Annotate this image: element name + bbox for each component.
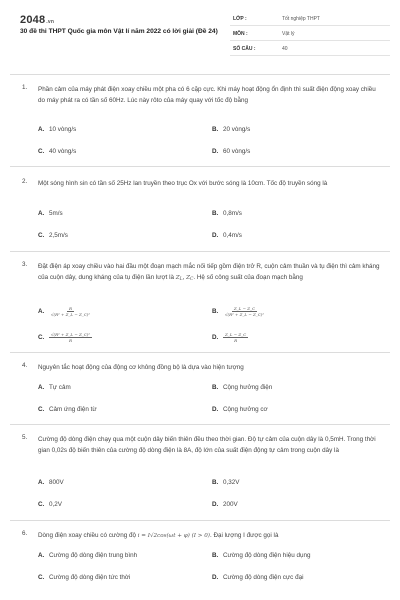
fraction: $\frac{Z\_L - Z\_C}{\text{√(R² + Z\_L − Z\_C)²}}$ [225, 306, 264, 317]
option-d[interactable]: D. 60 vòng/s [212, 148, 251, 155]
inductive-reactance-symbol: $Z_L$ [175, 275, 183, 282]
option-d[interactable]: D. Cộng hưởng cơ [212, 406, 268, 413]
option-c[interactable]: C. 40 vòng/s [38, 148, 77, 155]
divider [10, 424, 390, 425]
page-title: 30 đề thi THPT Quốc gia môn Vật lí năm 2022 có lời giải (Đề 24) [20, 28, 218, 35]
capacitive-reactance-symbol: $Z_C$ [186, 275, 194, 282]
fraction: $\frac{\text{√(R² + Z\_L − Z\_C)²}}{R}$ [51, 332, 90, 343]
current-formula: i = I√2cos(ωt + φ) (I > 0) [137, 533, 210, 539]
divider [10, 166, 390, 167]
option-d[interactable]: D. Cường độ dòng điện cực đại [212, 574, 304, 581]
option-a[interactable]: A. 800V [38, 479, 64, 486]
option-d[interactable]: D. 200V [212, 501, 238, 508]
option-b[interactable]: B. Cường độ dòng điện hiệu dụng [212, 552, 311, 559]
option-a[interactable]: A. Tự cảm [38, 384, 71, 391]
option-d[interactable]: D. 0,4m/s [212, 232, 242, 239]
option-d[interactable]: D. $\frac{Z\_L - Z\_C}{R}$ [212, 332, 247, 343]
question-6-text: Dòng điện xoay chiều có cường độ i = I√2cos(ωt + φ) (I > 0). Đại lượng I được gọi là [38, 532, 279, 539]
header [0, 0, 400, 64]
divider [10, 251, 390, 252]
exam-meta [230, 11, 390, 56]
option-c[interactable]: C. Cảm ứng điện từ [38, 406, 97, 413]
option-c[interactable]: C. Cường độ dòng điện tức thời [38, 574, 131, 581]
option-b[interactable]: B. $\frac{Z\_L - Z\_C}{\text{√(R² + Z\_L − Z\_C)²}}$ [212, 306, 264, 317]
meta-row-class: LỚP : Tốt nghiệp THPT [230, 11, 390, 26]
meta-row-subject: MÔN : Vật lý [230, 26, 390, 41]
fraction: $\frac{R}{\text{√(R² + Z\_L − Z\_C)²}}$ [51, 306, 90, 317]
exam-page: 2048.vn 30 đề thi THPT Quốc gia môn Vật lí năm 2022 có lời giải (Đề 24) LỚP : Tốt nghiệp THPT MÔN : Vật lý SỐ CÂU : 40 1. Phần cảm của máy phát điện xoay chiều một pha có 6 cặp cực. Khi máy hoạt động ổn định thì suất điện động xoay chiều do máy phát ra có tần số 60Hz. Lúc này rôto của máy quay với tốc độ bằng A. 10 vòng/s B. 20 vòng/s C. 40 vòng/s D. 60 vòng/s 2. Một sóng hình sin có tần số 25Hz lan truyền theo trục Ox với bước sóng là 10cm. Tốc độ truyền sóng là A. 5m/s B. 0,8m/s C. 2,5m/s D. 0,4m/s 3. Đặt điện áp xoay chiều vào hai đầu một đoạn mạch mắc nối tiếp gồm điện trở R, cuộn cảm thuần và tụ điện thì cảm kháng của cuộn dây, dung kháng của tụ điện lần lượt là $Z_L$, $Z_C$. Hệ số công suất của đoạn mạch bằng A. $\frac{R}{\text{√(R² + Z\_L − Z\_C)²}}$ B. $\frac{Z\_L - Z\_C}{\text{√(R² + Z\_L − Z\_C)²}}$ C. $\frac{\text{√(R² + Z\_L − Z\_C)²}}{R}$ D. $\frac{Z\_L - Z\_C}{R}$ 4. Nguyên tắc hoạt động của động cơ không đồng bộ là dựa vào hiện tượng A. Tự cảm B. Cộng hưởng điện C. Cảm ứng điện từ D. Cộng hưởng cơ 5. Cường độ dòng điện chạy qua một cuộn dây biến thiên đều theo thời gian. Độ tự cảm của cuộn dây là 0,5mH. Trong thời gian 0,02s độ biến thiên của cường độ dòng điện là 8A, độ lớn của suất điện động tự cảm trong cuộn dây là A. 800V B. 0,32V C. 0,2V D. 200V 6. Dòng điện xoay chiều có cường độ i = I√2cos(ωt + φ) (I > 0). Đại lượng I được gọi là A. Cường độ dòng điện trung bình B. Cường độ dòng điện hiệu dụng C. Cường độ dòng điện tức thời D. Cường độ dòng điện cực đại [0, 0, 400, 600]
option-b[interactable]: B. 0,32V [212, 479, 240, 486]
option-c[interactable]: C. 0,2V [38, 501, 62, 508]
option-c[interactable]: C. $\frac{\text{√(R² + Z\_L − Z\_C)²}}{R}$ [38, 332, 90, 343]
question-3-text: Đặt điện áp xoay chiều vào hai đầu một đoạn mạch mắc nối tiếp gồm điện trở R, cuộn cảm thuần và tụ điện thì cảm kháng của cuộn dây, dung kháng của tụ điện lần lượt là $Z_L$, $Z_C$. Hệ số công suất của đoạn mạch bằng [38, 263, 380, 282]
divider [10, 520, 390, 521]
option-b[interactable]: B. 0,8m/s [212, 210, 242, 217]
option-a[interactable]: A. $\frac{R}{\text{√(R² + Z\_L − Z\_C)²}}$ [38, 306, 90, 317]
divider [10, 74, 390, 75]
option-b[interactable]: B. Cộng hưởng điện [212, 384, 273, 391]
option-a[interactable]: A. 10 vòng/s [38, 126, 77, 133]
option-b[interactable]: B. 20 vòng/s [212, 126, 251, 133]
option-a[interactable]: A. Cường độ dòng điện trung bình [38, 552, 138, 559]
option-c[interactable]: C. 2,5m/s [38, 232, 68, 239]
fraction: $\frac{Z\_L - Z\_C}{R}$ [225, 332, 247, 343]
meta-row-count: SỐ CÂU : 40 [230, 41, 390, 56]
site-logo[interactable]: 2048.vn [20, 14, 55, 26]
divider [10, 352, 390, 353]
option-a[interactable]: A. 5m/s [38, 210, 63, 217]
